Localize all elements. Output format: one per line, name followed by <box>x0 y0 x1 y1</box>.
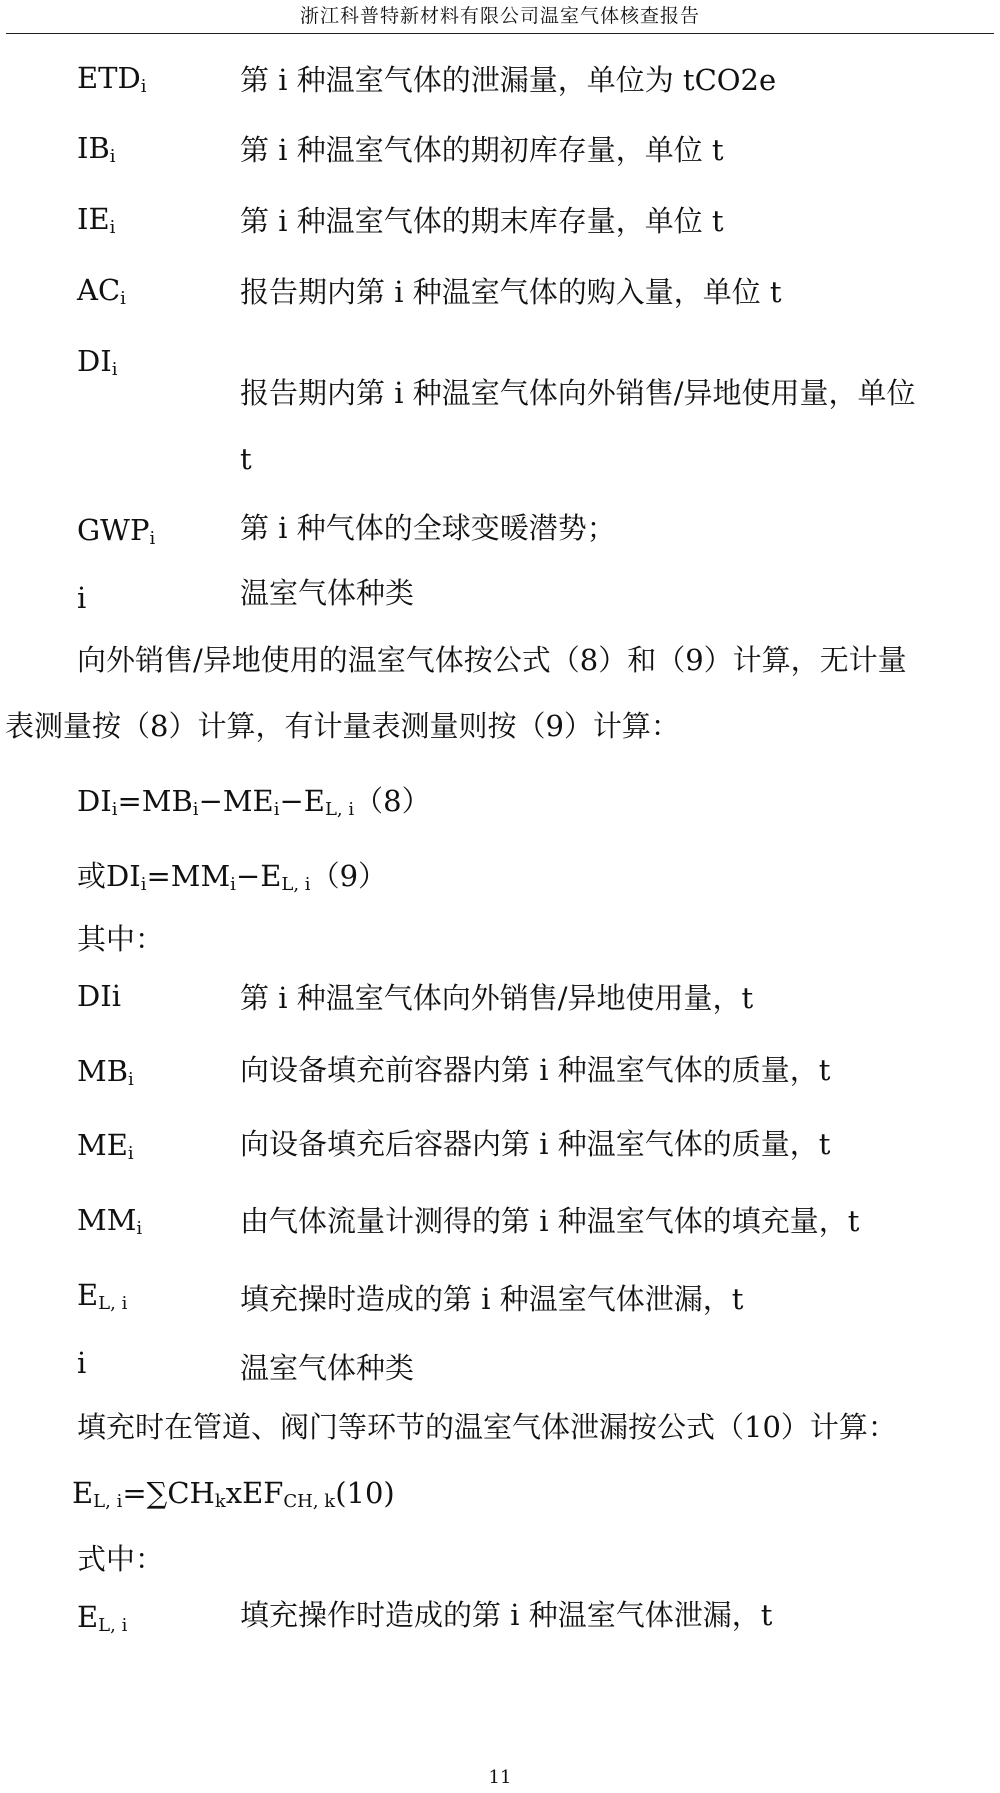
symbol-el: $E_{L, i}$ <box>77 1278 128 1314</box>
definition-di-2: 第 i 种温室气体向外销售/异地使用量，t <box>240 981 754 1015</box>
symbol-i: i <box>77 581 87 615</box>
definition-el-2: 填充操作时造成的第 i 种温室气体泄漏，t <box>240 1598 773 1632</box>
page-number: 11 <box>488 1767 512 1788</box>
symbol-mb: $MB_i$ <box>77 1054 134 1090</box>
paragraph-line: 表测量按（8）计算，有计量表测量则按（9）计算： <box>5 709 680 743</box>
page-header: 浙江科普特新材料有限公司温室气体核查报告 <box>299 5 700 27</box>
symbol-ib: $IB_i$ <box>77 131 116 167</box>
header-rule <box>6 33 994 34</box>
definition-mm: 由气体流量计测得的第 i 种温室气体的填充量，t <box>240 1204 860 1238</box>
formula-10: $E_{L, i}=\sum CH_kxEF_{CH, k}(10)$ <box>72 1476 395 1512</box>
definition-di: 报告期内第 i 种温室气体向外销售/异地使用量，单位 t <box>240 376 916 476</box>
symbol-di: $DI_i$ <box>77 344 118 380</box>
definition-el: 填充操时造成的第 i 种温室气体泄漏，t <box>240 1282 744 1316</box>
symbol-gwp: $GWP_i$ <box>77 513 156 549</box>
symbol-ie: $IE_i$ <box>77 202 116 238</box>
symbol-me: $ME_i$ <box>77 1128 134 1164</box>
where-label: 其中： <box>77 922 165 956</box>
symbol-el-2: $E_{L, i}$ <box>77 1600 128 1636</box>
symbol-mm: $MM_i$ <box>77 1203 143 1239</box>
paragraph-line: 向外销售/异地使用的温室气体按公式（8）和（9）计算，无计量 <box>77 643 907 677</box>
paragraph-line: 填充时在管道、阀门等环节的温室气体泄漏按公式（10）计算： <box>77 1410 897 1444</box>
definition-mb: 向设备填充前容器内第 i 种温室气体的质量，t <box>240 1053 831 1087</box>
definition-ib: 第 i 种温室气体的期初库存量，单位 t <box>240 133 724 167</box>
symbol-di-2: DIi <box>77 979 121 1013</box>
definition-i: 温室气体种类 <box>240 576 415 610</box>
formula-8: $DI_i=MB_i-ME_i-E_{L, i}(8)$ <box>77 784 431 820</box>
formula-9: 或$DI_i=MM_i-E_{L, i}(9)$ <box>77 859 388 895</box>
definition-me: 向设备填充后容器内第 i 种温室气体的质量，t <box>240 1127 831 1161</box>
definition-ie: 第 i 种温室气体的期末库存量，单位 t <box>240 204 724 238</box>
where-label: 式中： <box>77 1542 165 1576</box>
symbol-i-2: i <box>77 1346 87 1380</box>
definition-i-2: 温室气体种类 <box>240 1351 415 1385</box>
definition-etd: 第 i 种温室气体的泄漏量，单位为 tCO2e <box>240 63 777 97</box>
definition-ac: 报告期内第 i 种温室气体的购入量，单位 t <box>240 275 782 309</box>
symbol-ac: $AC_i$ <box>77 273 126 309</box>
symbol-etd: $ETD_i$ <box>77 61 147 97</box>
definition-gwp: 第 i 种气体的全球变暖潜势； <box>240 511 616 545</box>
